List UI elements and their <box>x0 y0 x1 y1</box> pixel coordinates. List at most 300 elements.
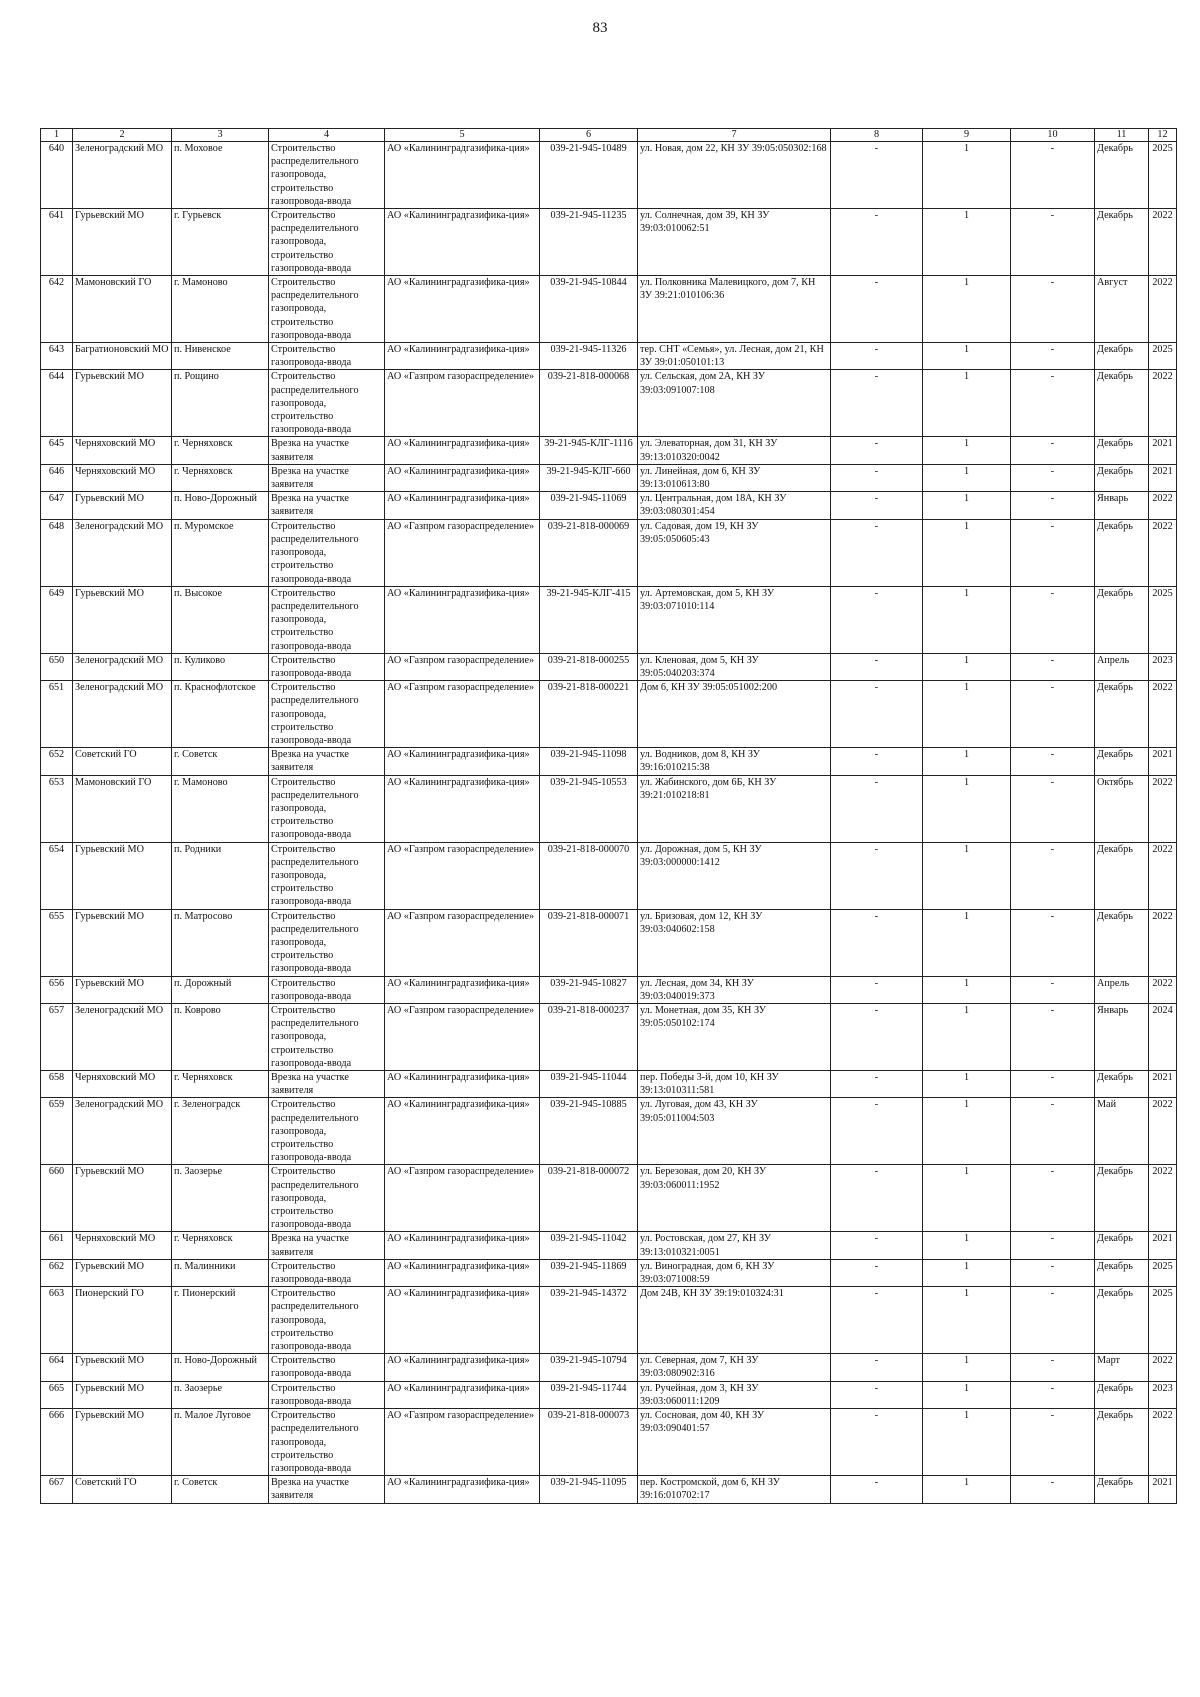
table-cell: Строительство распределительного газопровода, строительство газопровода-ввода <box>269 1165 385 1232</box>
table-cell: п. Малинники <box>172 1259 269 1286</box>
table-cell: 2025 <box>1149 1259 1177 1286</box>
table-cell: - <box>1011 586 1095 653</box>
table-cell: 039-21-818-000068 <box>540 370 638 437</box>
table-cell: - <box>1011 976 1095 1003</box>
table-cell: - <box>831 1287 923 1354</box>
table-cell: - <box>831 1476 923 1503</box>
table-cell: ул. Бризовая, дом 12, КН ЗУ 39:03:040602:158 <box>638 909 831 976</box>
table-cell: 2022 <box>1149 909 1177 976</box>
table-cell: 2022 <box>1149 370 1177 437</box>
table-cell: АО «Газпром газораспределение» <box>385 842 540 909</box>
table-cell: АО «Калининградгазифика-ция» <box>385 276 540 343</box>
table-cell: - <box>1011 492 1095 519</box>
table-cell: 2025 <box>1149 343 1177 370</box>
column-header: 9 <box>923 129 1011 142</box>
table-row <box>41 437 1177 464</box>
table-cell: 667 <box>41 1476 73 1503</box>
table-cell: 2021 <box>1149 437 1177 464</box>
table-cell: п. Заозерье <box>172 1165 269 1232</box>
table-row <box>41 1287 1177 1354</box>
table-cell: 039-21-945-11098 <box>540 748 638 775</box>
table-cell: АО «Калининградгазифика-ция» <box>385 1476 540 1503</box>
table-cell: 2022 <box>1149 209 1177 276</box>
table-cell: 640 <box>41 142 73 209</box>
table-cell: Врезка на участке заявителя <box>269 1071 385 1098</box>
table-cell: 039-21-945-10553 <box>540 775 638 842</box>
table-cell: АО «Калининградгазифика-ция» <box>385 1232 540 1259</box>
table-cell: п. Заозерье <box>172 1381 269 1408</box>
table-cell: 1 <box>923 1409 1011 1476</box>
table-cell: - <box>1011 1004 1095 1071</box>
table-cell: Строительство распределительного газопровода, строительство газопровода-ввода <box>269 1409 385 1476</box>
table-cell: Декабрь <box>1095 1071 1149 1098</box>
table-cell: - <box>831 492 923 519</box>
table-row <box>41 209 1177 276</box>
table-cell: 1 <box>923 519 1011 586</box>
table-row <box>41 1004 1177 1071</box>
table-cell: 039-21-945-10885 <box>540 1098 638 1165</box>
table-cell: Декабрь <box>1095 1381 1149 1408</box>
table-row <box>41 748 1177 775</box>
column-header: 12 <box>1149 129 1177 142</box>
table-cell: 643 <box>41 343 73 370</box>
table-cell: - <box>831 976 923 1003</box>
table-cell: - <box>831 1232 923 1259</box>
table-cell: 644 <box>41 370 73 437</box>
column-header: 5 <box>385 129 540 142</box>
table-cell: 2022 <box>1149 976 1177 1003</box>
table-row <box>41 343 1177 370</box>
table-cell: - <box>831 343 923 370</box>
table-cell: 2023 <box>1149 653 1177 680</box>
table-header <box>41 129 1177 142</box>
table-cell: - <box>1011 437 1095 464</box>
table-cell: п. Муромское <box>172 519 269 586</box>
table-cell: 1 <box>923 653 1011 680</box>
table-cell: 1 <box>923 1232 1011 1259</box>
table-cell: ул. Сосновая, дом 40, КН ЗУ 39:03:090401:57 <box>638 1409 831 1476</box>
table-cell: 664 <box>41 1354 73 1381</box>
table-cell: 2022 <box>1149 842 1177 909</box>
table-cell: Врезка на участке заявителя <box>269 1476 385 1503</box>
table-cell: 2021 <box>1149 1476 1177 1503</box>
table-cell: 1 <box>923 775 1011 842</box>
table-row <box>41 653 1177 680</box>
table-cell: 039-21-945-10489 <box>540 142 638 209</box>
table-cell: 1 <box>923 1381 1011 1408</box>
table-cell: Декабрь <box>1095 464 1149 491</box>
table-cell: ул. Виноградная, дом 6, КН ЗУ 39:03:071008:59 <box>638 1259 831 1286</box>
table-cell: - <box>1011 1354 1095 1381</box>
table-cell: - <box>1011 748 1095 775</box>
table-cell: ул. Элеваторная, дом 31, КН ЗУ 39:13:010320:0042 <box>638 437 831 464</box>
table-cell: 1 <box>923 370 1011 437</box>
table-cell: АО «Калининградгазифика-ция» <box>385 748 540 775</box>
table-cell: Гурьевский МО <box>73 1354 172 1381</box>
table-cell: 648 <box>41 519 73 586</box>
table-cell: 657 <box>41 1004 73 1071</box>
table-cell: - <box>831 370 923 437</box>
table-cell: АО «Газпром газораспределение» <box>385 370 540 437</box>
table-cell: 646 <box>41 464 73 491</box>
table-cell: - <box>831 1071 923 1098</box>
table-cell: 2023 <box>1149 1381 1177 1408</box>
table-cell: 666 <box>41 1409 73 1476</box>
table-cell: Декабрь <box>1095 1259 1149 1286</box>
table-cell: 1 <box>923 586 1011 653</box>
table-cell: 2022 <box>1149 1354 1177 1381</box>
table-cell: - <box>831 842 923 909</box>
table-cell: г. Черняховск <box>172 1071 269 1098</box>
table-row <box>41 1165 1177 1232</box>
table-row <box>41 976 1177 1003</box>
table-cell: ул. Кленовая, дом 5, КН ЗУ 39:05:040203:374 <box>638 653 831 680</box>
table-row <box>41 1259 1177 1286</box>
table-cell: г. Гурьевск <box>172 209 269 276</box>
table-cell: Зеленоградский МО <box>73 681 172 748</box>
table-cell: ул. Линейная, дом 6, КН ЗУ 39:13:010613:80 <box>638 464 831 491</box>
table-cell: п. Моховое <box>172 142 269 209</box>
table-cell: 2022 <box>1149 492 1177 519</box>
table-cell: 642 <box>41 276 73 343</box>
table-cell: АО «Калининградгазифика-ция» <box>385 492 540 519</box>
column-header: 7 <box>638 129 831 142</box>
table-cell: 1 <box>923 343 1011 370</box>
column-header: 11 <box>1095 129 1149 142</box>
table-cell: 654 <box>41 842 73 909</box>
table-cell: 665 <box>41 1381 73 1408</box>
table-cell: - <box>1011 1098 1095 1165</box>
table-cell: Врезка на участке заявителя <box>269 464 385 491</box>
table-cell: п. Коврово <box>172 1004 269 1071</box>
table-cell: п. Нивенское <box>172 343 269 370</box>
table-cell: 641 <box>41 209 73 276</box>
table-cell: - <box>1011 1165 1095 1232</box>
table-cell: ул. Лесная, дом 34, КН ЗУ 39:03:040019:373 <box>638 976 831 1003</box>
table-cell: 1 <box>923 842 1011 909</box>
table-cell: 653 <box>41 775 73 842</box>
table-cell: 039-21-818-000069 <box>540 519 638 586</box>
table-cell: Декабрь <box>1095 1232 1149 1259</box>
table-cell: АО «Калининградгазифика-ция» <box>385 1287 540 1354</box>
table-cell: Строительство распределительного газопровода, строительство газопровода-ввода <box>269 909 385 976</box>
table-cell: - <box>1011 1287 1095 1354</box>
table-cell: - <box>1011 519 1095 586</box>
table-cell: 1 <box>923 1476 1011 1503</box>
table-cell: Строительство газопровода-ввода <box>269 976 385 1003</box>
table-cell: Советский ГО <box>73 748 172 775</box>
table-cell: - <box>1011 464 1095 491</box>
table-cell: 39-21-945-КЛГ-1116 <box>540 437 638 464</box>
table-cell: Декабрь <box>1095 437 1149 464</box>
table-cell: - <box>831 909 923 976</box>
table-cell: 662 <box>41 1259 73 1286</box>
table-cell: 039-21-818-000071 <box>540 909 638 976</box>
table-cell: АО «Газпром газораспределение» <box>385 681 540 748</box>
table-cell: - <box>831 681 923 748</box>
table-cell: - <box>1011 343 1095 370</box>
table-cell: Черняховский МО <box>73 1071 172 1098</box>
table-row <box>41 370 1177 437</box>
table-cell: 039-21-945-11869 <box>540 1259 638 1286</box>
table-cell: Строительство газопровода-ввода <box>269 1354 385 1381</box>
table-cell: Январь <box>1095 1004 1149 1071</box>
table-cell: тер. СНТ «Семья», ул. Лесная, дом 21, КН ЗУ 39:01:050101:13 <box>638 343 831 370</box>
table-cell: Гурьевский МО <box>73 909 172 976</box>
table-cell: АО «Калининградгазифика-ция» <box>385 1098 540 1165</box>
table-cell: 1 <box>923 437 1011 464</box>
table-cell: Зеленоградский МО <box>73 142 172 209</box>
table-cell: 2022 <box>1149 1165 1177 1232</box>
table-cell: 663 <box>41 1287 73 1354</box>
table-row <box>41 276 1177 343</box>
table-cell: Строительство газопровода-ввода <box>269 1259 385 1286</box>
table-cell: - <box>1011 370 1095 437</box>
table-cell: Декабрь <box>1095 1287 1149 1354</box>
table-cell: 647 <box>41 492 73 519</box>
table-cell: - <box>1011 842 1095 909</box>
table-cell: Гурьевский МО <box>73 1409 172 1476</box>
table-cell: п. Куликово <box>172 653 269 680</box>
table-cell: Строительство распределительного газопровода, строительство газопровода-ввода <box>269 370 385 437</box>
table-cell: п. Малое Луговое <box>172 1409 269 1476</box>
column-header: 4 <box>269 129 385 142</box>
table-cell: - <box>831 437 923 464</box>
table-cell: - <box>831 1098 923 1165</box>
table-cell: 2021 <box>1149 748 1177 775</box>
table-cell: 39-21-945-КЛГ-415 <box>540 586 638 653</box>
table-cell: п. Рощино <box>172 370 269 437</box>
table-cell: - <box>831 1259 923 1286</box>
table-cell: АО «Газпром газораспределение» <box>385 1165 540 1232</box>
table-cell: 2024 <box>1149 1004 1177 1071</box>
table-cell: г. Черняховск <box>172 437 269 464</box>
table-cell: Строительство распределительного газопровода, строительство газопровода-ввода <box>269 142 385 209</box>
page-number: 83 <box>592 20 608 36</box>
table-cell: 039-21-945-11069 <box>540 492 638 519</box>
table-cell: 2021 <box>1149 1232 1177 1259</box>
table-cell: п. Высокое <box>172 586 269 653</box>
table-cell: АО «Калининградгазифика-ция» <box>385 142 540 209</box>
table-cell: п. Матросово <box>172 909 269 976</box>
table-cell: 651 <box>41 681 73 748</box>
table-cell: Врезка на участке заявителя <box>269 492 385 519</box>
table-cell: Декабрь <box>1095 1165 1149 1232</box>
table-cell: - <box>831 586 923 653</box>
table-cell: 2022 <box>1149 519 1177 586</box>
table-cell: Октябрь <box>1095 775 1149 842</box>
table-cell: 1 <box>923 1098 1011 1165</box>
table-row <box>41 909 1177 976</box>
table-cell: Гурьевский МО <box>73 842 172 909</box>
table-cell: 2025 <box>1149 1287 1177 1354</box>
table-cell: Строительство распределительного газопровода, строительство газопровода-ввода <box>269 1287 385 1354</box>
table-cell: АО «Калининградгазифика-ция» <box>385 1259 540 1286</box>
table-cell: ул. Монетная, дом 35, КН ЗУ 39:05:050102:174 <box>638 1004 831 1071</box>
table-cell: 658 <box>41 1071 73 1098</box>
table-cell: - <box>1011 653 1095 680</box>
table-cell: 039-21-945-11095 <box>540 1476 638 1503</box>
table-cell: Декабрь <box>1095 370 1149 437</box>
table-cell: Зеленоградский МО <box>73 519 172 586</box>
gas-connection-table <box>40 128 1177 1504</box>
table-cell: АО «Калининградгазифика-ция» <box>385 1071 540 1098</box>
table-cell: 2022 <box>1149 1409 1177 1476</box>
table-row <box>41 1476 1177 1503</box>
table-cell: - <box>831 464 923 491</box>
table-cell: 039-21-818-000237 <box>540 1004 638 1071</box>
table-cell: 660 <box>41 1165 73 1232</box>
table-row <box>41 1098 1177 1165</box>
table-cell: - <box>831 142 923 209</box>
table-row <box>41 1354 1177 1381</box>
table-cell: 661 <box>41 1232 73 1259</box>
table-cell: 2022 <box>1149 681 1177 748</box>
table-cell: 039-21-818-000255 <box>540 653 638 680</box>
table-cell: ул. Садовая, дом 19, КН ЗУ 39:05:050605:43 <box>638 519 831 586</box>
table-cell: Декабрь <box>1095 209 1149 276</box>
table-cell: Строительство распределительного газопровода, строительство газопровода-ввода <box>269 1004 385 1071</box>
table-cell: ул. Центральная, дом 18А, КН ЗУ 39:03:080301:454 <box>638 492 831 519</box>
table-cell: Декабрь <box>1095 1409 1149 1476</box>
table-row <box>41 519 1177 586</box>
table-cell: 649 <box>41 586 73 653</box>
table-cell: 1 <box>923 1259 1011 1286</box>
table-cell: 656 <box>41 976 73 1003</box>
table-cell: Черняховский МО <box>73 464 172 491</box>
table-cell: - <box>831 1381 923 1408</box>
table-cell: Декабрь <box>1095 1476 1149 1503</box>
table-cell: 039-21-945-10794 <box>540 1354 638 1381</box>
table-cell: 2025 <box>1149 586 1177 653</box>
table-cell: - <box>1011 1071 1095 1098</box>
table-cell: 1 <box>923 1354 1011 1381</box>
table-cell: ул. Сельская, дом 2А, КН ЗУ 39:03:091007:108 <box>638 370 831 437</box>
table-row <box>41 842 1177 909</box>
table-cell: ул. Ростовская, дом 27, КН ЗУ 39:13:010321:0051 <box>638 1232 831 1259</box>
table-cell: Врезка на участке заявителя <box>269 437 385 464</box>
table-cell: 1 <box>923 1165 1011 1232</box>
table-cell: г. Мамоново <box>172 775 269 842</box>
table-cell: Апрель <box>1095 653 1149 680</box>
table-cell: п. Родники <box>172 842 269 909</box>
table-cell: 2021 <box>1149 1071 1177 1098</box>
table-cell: 039-21-818-000072 <box>540 1165 638 1232</box>
table-cell: 1 <box>923 142 1011 209</box>
table-row <box>41 492 1177 519</box>
table-cell: пер. Костромской, дом 6, КН ЗУ 39:16:010702:17 <box>638 1476 831 1503</box>
table-cell: АО «Калининградгазифика-ция» <box>385 343 540 370</box>
table-cell: 645 <box>41 437 73 464</box>
table-cell: Дом 6, КН ЗУ 39:05:051002:200 <box>638 681 831 748</box>
table-cell: Гурьевский МО <box>73 492 172 519</box>
table-cell: Строительство газопровода-ввода <box>269 653 385 680</box>
table-cell: Май <box>1095 1098 1149 1165</box>
table-cell: 655 <box>41 909 73 976</box>
table-cell: - <box>1011 681 1095 748</box>
table-cell: 1 <box>923 276 1011 343</box>
table-cell: АО «Калининградгазифика-ция» <box>385 437 540 464</box>
table-cell: 2022 <box>1149 1098 1177 1165</box>
table-cell: Пионерский ГО <box>73 1287 172 1354</box>
table-cell: - <box>1011 1409 1095 1476</box>
table-cell: Врезка на участке заявителя <box>269 748 385 775</box>
table-cell: АО «Калининградгазифика-ция» <box>385 586 540 653</box>
table-cell: - <box>831 276 923 343</box>
table-cell: АО «Калининградгазифика-ция» <box>385 976 540 1003</box>
table-cell: АО «Газпром газораспределение» <box>385 1409 540 1476</box>
table-cell: АО «Газпром газораспределение» <box>385 1004 540 1071</box>
table-cell: 1 <box>923 1287 1011 1354</box>
table-cell: Багратионовский МО <box>73 343 172 370</box>
table-cell: 1 <box>923 909 1011 976</box>
table-row <box>41 1071 1177 1098</box>
table-cell: - <box>831 775 923 842</box>
table-cell: Март <box>1095 1354 1149 1381</box>
table-cell: г. Черняховск <box>172 464 269 491</box>
table-cell: ул. Луговая, дом 43, КН ЗУ 39:05:011004:503 <box>638 1098 831 1165</box>
table-cell: - <box>831 1354 923 1381</box>
table-cell: - <box>831 209 923 276</box>
table-cell: Апрель <box>1095 976 1149 1003</box>
table-cell: - <box>831 1004 923 1071</box>
table-cell: Советский ГО <box>73 1476 172 1503</box>
table-cell: Гурьевский МО <box>73 1165 172 1232</box>
table-cell: - <box>831 519 923 586</box>
table-cell: ул. Ручейная, дом 3, КН ЗУ 39:03:060011:1209 <box>638 1381 831 1408</box>
table-cell: Декабрь <box>1095 343 1149 370</box>
table-cell: Строительство распределительного газопровода, строительство газопровода-ввода <box>269 519 385 586</box>
table-cell: Строительство распределительного газопровода, строительство газопровода-ввода <box>269 842 385 909</box>
table-row <box>41 1381 1177 1408</box>
table-cell: 039-21-945-10844 <box>540 276 638 343</box>
table-cell: 039-21-945-11744 <box>540 1381 638 1408</box>
table-cell: 650 <box>41 653 73 680</box>
table-cell: Врезка на участке заявителя <box>269 1232 385 1259</box>
table-cell: Гурьевский МО <box>73 1259 172 1286</box>
table-cell: - <box>1011 1232 1095 1259</box>
table-cell: 1 <box>923 1004 1011 1071</box>
column-header: 3 <box>172 129 269 142</box>
table-cell: Декабрь <box>1095 142 1149 209</box>
table-cell: 2021 <box>1149 464 1177 491</box>
table-cell: Гурьевский МО <box>73 370 172 437</box>
table-cell: п. Ново-Дорожный <box>172 492 269 519</box>
column-header: 2 <box>73 129 172 142</box>
table-cell: г. Зеленоградск <box>172 1098 269 1165</box>
table-row <box>41 1409 1177 1476</box>
table-row <box>41 775 1177 842</box>
table-cell: - <box>1011 142 1095 209</box>
table-cell: АО «Газпром газораспределение» <box>385 653 540 680</box>
table-cell: Гурьевский МО <box>73 976 172 1003</box>
table-cell: 1 <box>923 492 1011 519</box>
table-cell: ул. Дорожная, дом 5, КН ЗУ 39:03:000000:1412 <box>638 842 831 909</box>
table-cell: Строительство газопровода-ввода <box>269 343 385 370</box>
column-header: 10 <box>1011 129 1095 142</box>
table-cell: 039-21-945-11044 <box>540 1071 638 1098</box>
table-cell: ул. Березовая, дом 20, КН ЗУ 39:03:060011:1952 <box>638 1165 831 1232</box>
table-cell: 039-21-818-000221 <box>540 681 638 748</box>
column-header: 8 <box>831 129 923 142</box>
table-cell: 1 <box>923 209 1011 276</box>
table-cell: Строительство распределительного газопровода, строительство газопровода-ввода <box>269 681 385 748</box>
table-cell: Строительство распределительного газопровода, строительство газопровода-ввода <box>269 586 385 653</box>
table-cell: 1 <box>923 464 1011 491</box>
column-header: 1 <box>41 129 73 142</box>
table-cell: - <box>1011 276 1095 343</box>
table-cell: ул. Солнечная, дом 39, КН ЗУ 39:03:010062:51 <box>638 209 831 276</box>
